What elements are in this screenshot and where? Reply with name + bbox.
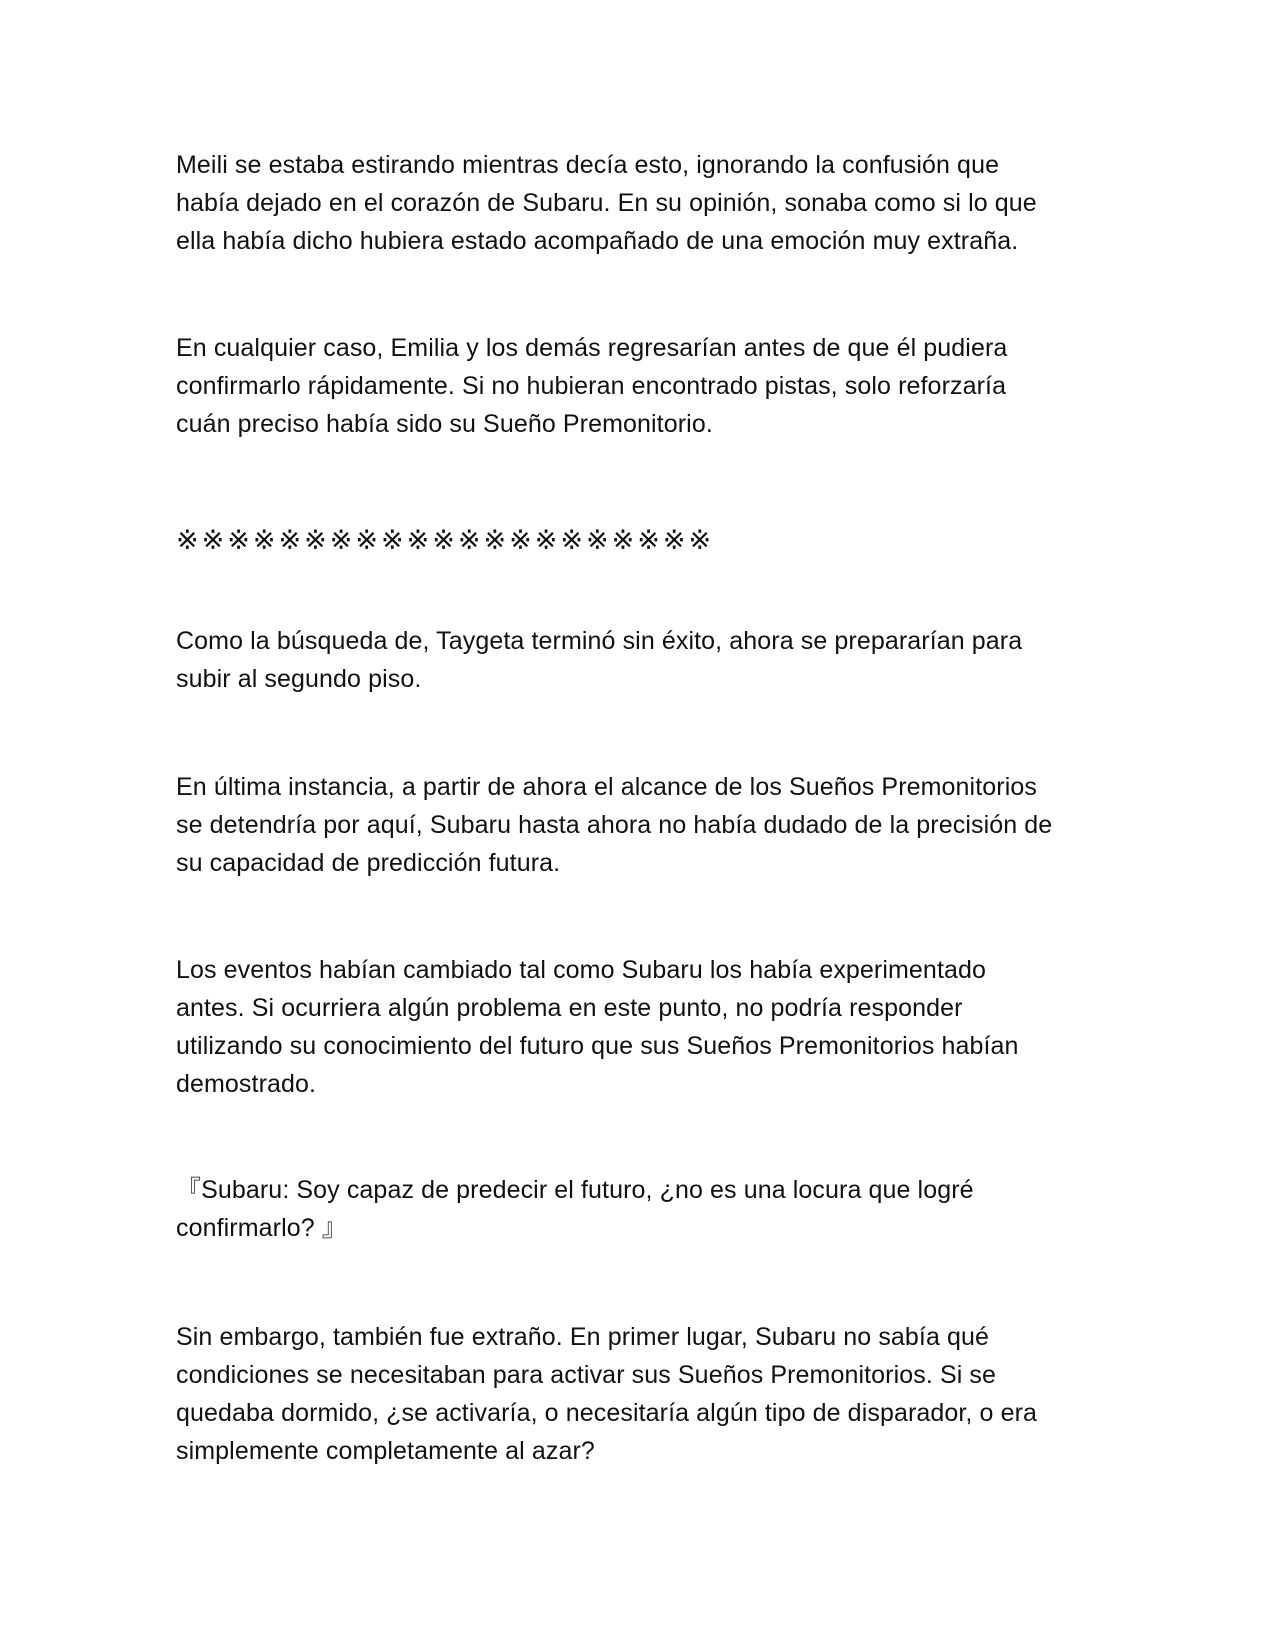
paragraph-line: Los eventos habían cambiado tal como Subaru los había experimentado <box>176 956 986 984</box>
paragraph-line: En última instancia, a partir de ahora el alcance de los Sueños Premonitorios <box>176 773 1037 801</box>
paragraph-line: simplemente completamente al azar? <box>176 1437 595 1465</box>
paragraph-line: En cualquier caso, Emilia y los demás regresarían antes de que él pudiera <box>176 334 1008 362</box>
paragraph-line: se detendría por aquí, Subaru hasta ahora no había dudado de la precisión de <box>176 811 1053 839</box>
paragraph-line: quedaba dormido, ¿se activaría, o necesitaría algún tipo de disparador, o era <box>176 1399 1038 1427</box>
paragraph-7 <box>176 1318 1106 1470</box>
paragraph-2 <box>176 329 1106 443</box>
paragraph-line: cuán preciso había sido su Sueño Premonitorio. <box>176 410 713 438</box>
paragraph-line: utilizando su conocimiento del futuro que sus Sueños Premonitorios habían <box>176 1032 1019 1060</box>
scene-separator: ※※※※※※※※※※※※※※※※※※※※※ <box>176 525 715 556</box>
paragraph-line: había dejado en el corazón de Subaru. En su opinión, sonaba como si lo que <box>176 189 1037 217</box>
paragraph-1 <box>176 146 1106 260</box>
paragraph-line: condiciones se necesitaban para activar sus Sueños Premonitorios. Si se <box>176 1361 997 1389</box>
paragraph-line: su capacidad de predicción futura. <box>176 849 561 877</box>
paragraph-line: Como la búsqueda de, Taygeta terminó sin éxito, ahora se prepararían para <box>176 627 1023 655</box>
paragraph-line: demostrado. <box>176 1070 317 1098</box>
paragraph-5 <box>176 951 1106 1103</box>
paragraph-4 <box>176 768 1106 882</box>
paragraph-3 <box>176 622 1106 698</box>
paragraph-line: ella había dicho hubiera estado acompañado de una emoción muy extraña. <box>176 227 1019 255</box>
paragraph-line: subir al segundo piso. <box>176 665 422 693</box>
paragraph-line: Sin embargo, también fue extraño. En primer lugar, Subaru no sabía qué <box>176 1323 990 1351</box>
paragraph-line: confirmarlo rápidamente. Si no hubieran encontrado pistas, solo reforzaría <box>176 372 1007 400</box>
paragraph-6-dialogue <box>176 1171 1106 1247</box>
paragraph-line: antes. Si ocurriera algún problema en este punto, no podría responder <box>176 994 963 1022</box>
paragraph-line: Meili se estaba estirando mientras decía esto, ignorando la confusión que <box>176 151 1000 179</box>
paragraph-line: 『Subaru: Soy capaz de predecir el futuro, ¿no es una locura que logré <box>176 1176 974 1204</box>
paragraph-line: confirmarlo? 』 <box>176 1214 347 1242</box>
